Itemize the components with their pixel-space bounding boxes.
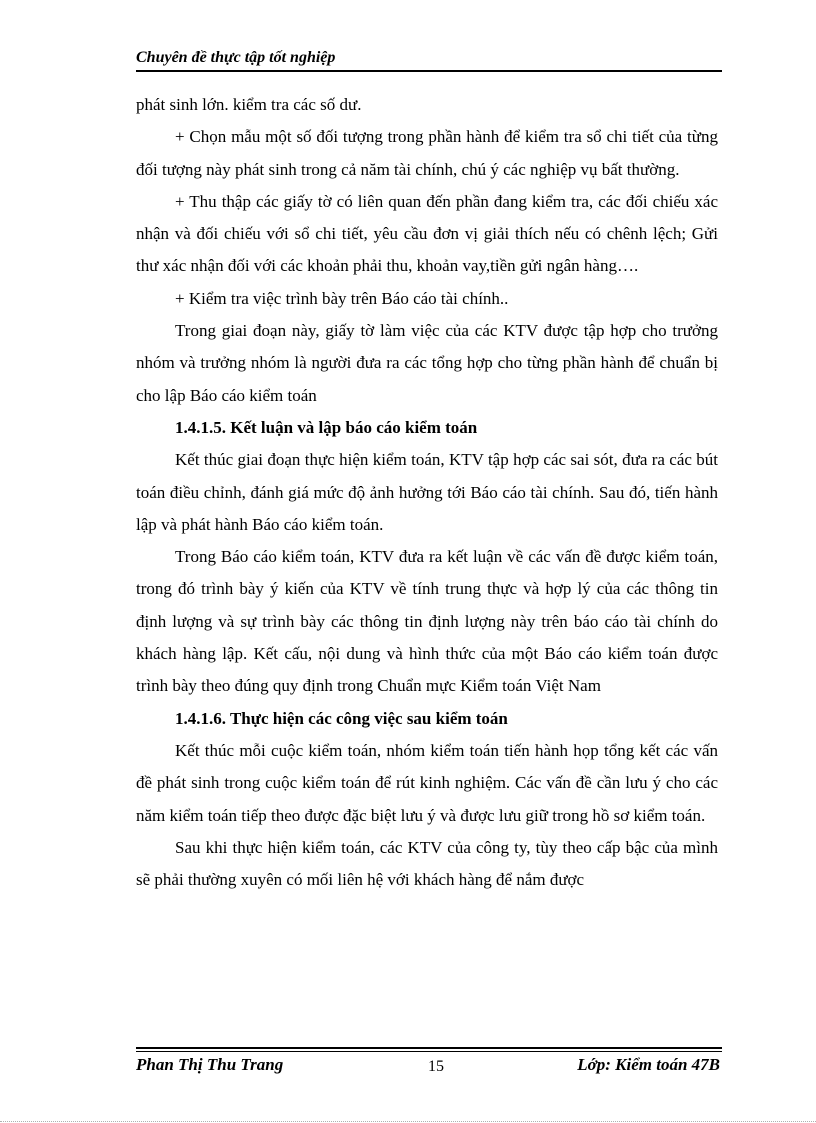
section-heading-conclusion: 1.4.1.5. Kết luận và lập báo cáo kiểm toán [175, 417, 478, 437]
paragraph-audit-report: Trong Báo cáo kiểm toán, KTV đưa ra kết luận về các vấn đề được kiểm toán, trong đó trình bày ý kiến của KTV về tính trung thực và hợp lý của các thông tin định lượng và sự trình bày các thông tin định lượng này trên báo cáo tài chính do khách hàng lập. Kết cấu, nội dung và hình thức của một Báo cáo kiểm toán được trình bày theo đúng quy định trong Chuẩn mực Kiểm toán Việt Nam [136, 547, 718, 696]
paragraph-continuation: phát sinh lớn. kiểm tra các số dư. [136, 95, 362, 114]
paragraph-bullet-presentation: + Kiểm tra việc trình bày trên Báo cáo tài chính.. [175, 288, 509, 308]
header-divider [136, 70, 722, 72]
footer-author: Phan Thị Thu Trang [136, 1055, 284, 1074]
page-number: 15 [428, 1058, 444, 1075]
paragraph-bullet-documents: + Thu thập các giấy tờ có liên quan đến phần đang kiểm tra, các đối chiếu xác nhận và đối chiếu với sổ chi tiết, yêu cầu đơn vị giải thích nếu có chênh lệch; Gửi thư xác nhận đối với các khoản phải thu, khoản vay,tiền gửi ngân hàng…. [136, 191, 718, 276]
page-edge-dotted-line [0, 1121, 816, 1122]
paragraph-bullet-sample: + Chọn mẫu một số đối tượng trong phần hành để kiểm tra sổ chi tiết của từng đối tượng này phát sinh trong cả năm tài chính, chú ý các nghiệp vụ bất thường. [136, 127, 718, 179]
footer-divider-thin [136, 1051, 722, 1052]
header-title: Chuyên đề thực tập tốt nghiệp [136, 49, 336, 66]
paragraph-conclusion-phase: Kết thúc giai đoạn thực hiện kiểm toán, KTV tập hợp các sai sót, đưa ra các bút toán điều chỉnh, đánh giá mức độ ảnh hưởng tới Báo cáo tài chính. Sau đó, tiến hành lập và phát hành Báo cáo kiểm toán. [136, 450, 718, 534]
footer-divider [136, 1047, 722, 1049]
paragraph-client-contact: Sau khi thực hiện kiểm toán, các KTV của công ty, tùy theo cấp bậc của mình sẽ phải thường xuyên có mối liên hệ với khách hàng để nắm được [136, 837, 718, 890]
paragraph-working-papers: Trong giai đoạn này, giấy tờ làm việc của các KTV được tập hợp cho trưởng nhóm và trưởng nhóm là người đưa ra các tổng hợp cho từng phần hành để chuẩn bị cho lập Báo cáo kiểm toán [136, 321, 718, 405]
document-body [136, 89, 718, 896]
paragraph-post-audit-review: Kết thúc mỗi cuộc kiểm toán, nhóm kiểm toán tiến hành họp tổng kết các vấn đề phát sinh trong cuộc kiểm toán để rút kinh nghiệm. Các vấn đề cần lưu ý cho các năm kiểm toán tiếp theo được đặc biệt lưu ý và được lưu giữ trong hồ sơ kiểm toán. [136, 740, 718, 825]
footer-class-label: Lớp: Kiểm toán 47B [577, 1055, 720, 1074]
section-heading-post-audit: 1.4.1.6. Thực hiện các công việc sau kiểm toán [175, 708, 508, 728]
